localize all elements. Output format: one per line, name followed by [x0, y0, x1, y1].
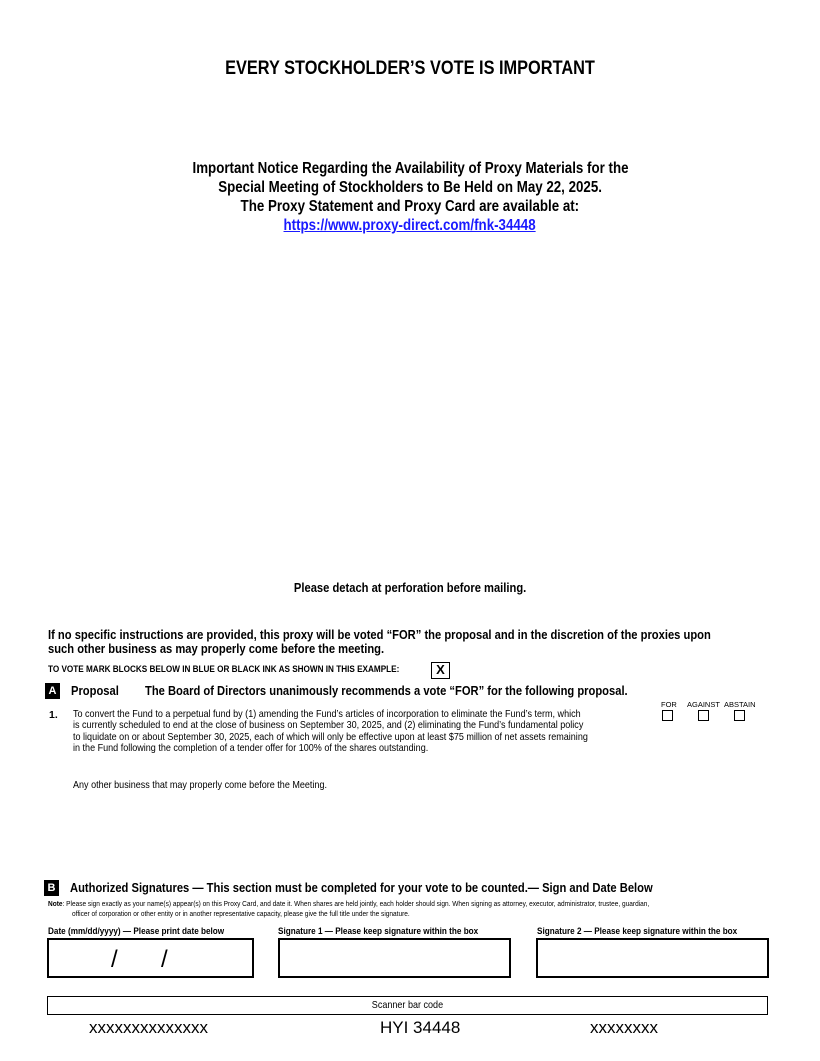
vote-against-checkbox[interactable]	[698, 710, 709, 721]
note-label: Note	[48, 899, 63, 908]
instructions-line-1: If no specific instructions are provided, this proxy will be voted “FOR” the proposal and in the discretion of the proxies upon	[48, 627, 711, 642]
signature-1-label: Signature 1 — Please keep signature within the box	[278, 926, 479, 937]
signature-1-field[interactable]	[278, 938, 511, 978]
proposal-text	[73, 709, 672, 754]
proposal-line-4: in the Fund following the completion of a tender offer for 100% of the shares outstanding.	[73, 741, 429, 754]
proposal-label: Proposal	[71, 683, 119, 698]
signatures-heading: Authorized Signatures — This section must be completed for your vote to be counted.— Sign and Date Below	[70, 880, 653, 895]
proxy-notice	[0, 159, 820, 235]
note-line-2: officer of corporation or other entity or in another representative capacity, please give the full title under the signature.	[72, 908, 410, 918]
section-a-badge: A	[45, 683, 60, 699]
vote-for-header: FOR	[661, 700, 677, 709]
proposal-line-3: to liquidate on or about September 30, 2025, each of which will only be effective upon at least $75 million of net assets remaining	[73, 730, 588, 743]
proposal-number: 1.	[49, 709, 58, 721]
signature-2-label: Signature 2 — Please keep signature within the box	[537, 926, 738, 937]
instructions-line-2: such other business as may properly come before the meeting.	[48, 641, 385, 656]
date-field-label: Date (mm/dd/yyyy) — Please print date below	[48, 926, 225, 937]
fund-code: HYI 34448	[380, 1018, 461, 1037]
proposal-line-2: is currently scheduled to end at the close of business on September 30, 2025, and (2) eliminating the Fund’s fundamental policy	[73, 719, 584, 732]
date-separator: /	[161, 946, 168, 973]
example-instruction: TO VOTE MARK BLOCKS BELOW IN BLUE OR BLACK INK AS SHOWN IN THIS EXAMPLE:	[48, 664, 400, 675]
vote-against-header: AGAINST	[687, 700, 720, 709]
note-line-1: : Please sign exactly as your name(s) appear(s) on this Proxy Card, and date it. When shares are held jointly, each holder should sign. When signing as attorney, executor, administrator, trustee, guardian,	[62, 899, 650, 908]
notice-line-1: Important Notice Regarding the Availability of Proxy Materials for the	[191, 160, 629, 177]
proxy-materials-link[interactable]: https://www.proxy-direct.com/fnk-34448	[283, 217, 537, 234]
voting-instructions	[48, 628, 819, 656]
detach-instruction: Please detach at perforation before mailing.	[293, 580, 527, 595]
vote-abstain-checkbox[interactable]	[734, 710, 745, 721]
vote-abstain-header: ABSTAIN	[724, 700, 756, 709]
notice-line-2: Special Meeting of Stockholders to Be Held on May 22, 2025.	[218, 179, 602, 196]
page-title: EVERY STOCKHOLDER’S VOTE IS IMPORTANT	[225, 58, 595, 79]
proposal-line-1: To convert the Fund to a perpetual fund by (1) amending the Fund’s articles of incorporation to eliminate the Fund’s term, which	[73, 708, 581, 720]
scanner-bar-code: Scanner bar code	[47, 996, 768, 1015]
date-separator: /	[111, 946, 118, 973]
section-b-badge: B	[44, 880, 59, 896]
example-mark-box: X	[431, 662, 450, 679]
board-recommendation: The Board of Directors unanimously recommends a vote “FOR” for the following proposal.	[145, 683, 628, 698]
date-field[interactable]	[47, 938, 254, 978]
account-code-right: xxxxxxxx	[590, 1018, 658, 1037]
notice-line-3: The Proxy Statement and Proxy Card are available at:	[240, 198, 580, 215]
account-code-left: xxxxxxxxxxxxxx	[89, 1018, 208, 1037]
signing-note	[48, 899, 747, 918]
signature-2-field[interactable]	[536, 938, 769, 978]
other-business-text: Any other business that may properly come before the Meeting.	[73, 779, 327, 791]
